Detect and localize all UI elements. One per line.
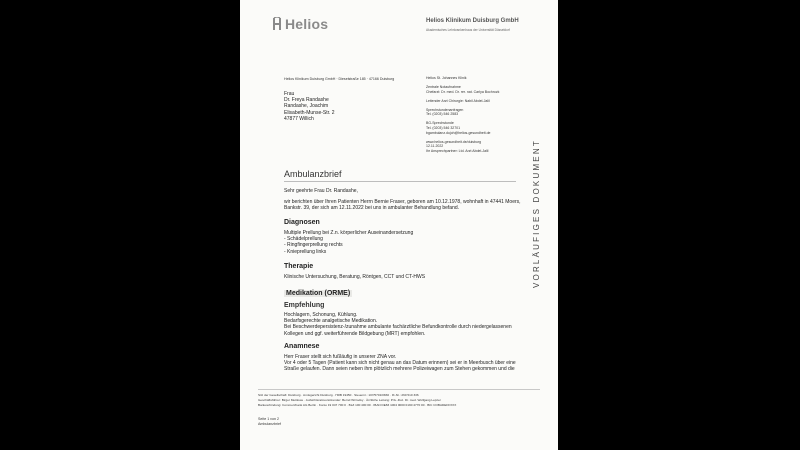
footer-line: Sitz der Gesellschaft: Duisburg · Amtsgericht Duisburg · HRB 19450 · Steuernr.: 107/5701/0830 · IK-Nr.: 260 510 336 (258, 393, 419, 397)
anamnese-text (284, 354, 516, 373)
contact-block (426, 76, 499, 153)
empfehlung-line: Hochlagern, Schonung, Kühlung. (284, 312, 358, 318)
therapie-heading: Therapie (284, 263, 314, 270)
preliminary-watermark: VORLÄUFIGES DOKUMENT (532, 139, 541, 288)
empfehlung-heading: Empfehlung (284, 302, 325, 309)
clinic-name: Helios Klinikum Duisburg GmbH (426, 18, 519, 24)
page-info (258, 417, 281, 427)
footer-divider (258, 389, 540, 390)
title-divider (284, 181, 516, 182)
contact-line: bgambulanz.dujoh@helios-gesundheit.de (426, 130, 491, 135)
diagnosen-list (284, 230, 413, 255)
recipient-line: Frau (284, 91, 295, 97)
recipient-line: 47877 Willich (284, 115, 314, 122)
contact-line: Tel. (0203) 546 32701 (426, 126, 461, 131)
sender-line: Helios Klinikum Duisburg GmbH · Dieselstraße 185 · 47166 Duisburg (284, 77, 395, 81)
contact-line: Ihr Ansprechpartner: Ltd. Arzt Abdel-Jalil (426, 148, 489, 153)
page-doc-label: Ambulanzbrief (258, 422, 281, 426)
contact-line: Zentrale Notaufnahme (426, 85, 461, 90)
page-number: Seite 1 von 2 (258, 417, 279, 421)
contact-line: www.helios-gesundheit.de/duisburg (426, 139, 482, 144)
salutation: Sehr geehrte Frau Dr. Randashe, (284, 188, 358, 194)
contact-line: Sprechstundenanfragen (426, 107, 464, 112)
contact-line: Tel. (0203) 546 2583 (426, 112, 459, 117)
helios-logo (272, 16, 328, 32)
intro-line: wir berichten über Ihren Patienten Herrn Bernie Fraser, geboren am 10.12.1978, wohnhaft in 47441 Moers, (284, 199, 521, 205)
footer-line: Bankverbindung: Commerzbank AG Berlin · Konto 19 047 700 0 · BLZ 100 400 00 · IBAN DE83 1004 0000 0190 4770 00 · BIC COBADEFFXXX (258, 402, 457, 407)
diagnosis-line: - Knieprellung links (284, 248, 327, 255)
clinic-subtitle: Akademisches Lehrkrankenhaus der Universität Düsseldorf (426, 28, 510, 32)
contact-line: Chefarzt: Dr. med. Dr. rer. nat. Carlya Bochrozk (426, 89, 500, 94)
anamnese-line: Vor 4 oder 5 Tagen (Patient kann sich nicht genau an das Datum erinnern) sei er in Meerbusch über eine (284, 360, 516, 367)
anamnese-heading: Anamnese (284, 343, 320, 350)
recipient-address (284, 91, 335, 122)
logo-text: Helios (285, 16, 329, 32)
contact-date: 12.11.2022 (426, 144, 444, 149)
contact-line: Helios St. Johannes Klinik (426, 76, 467, 80)
therapie-text: Klinische Untersuchung, Beratung, Röntgen, CCT und CT-HWS (284, 274, 426, 280)
recipient-line: Dr. Freya Randashe (284, 97, 329, 104)
medikation-heading: Medikation (ORME) (286, 290, 351, 297)
intro-paragraph (284, 199, 521, 211)
contact-line: BG-Sprechstunde (426, 121, 454, 126)
diagnosis-line: - Schädelprellung (284, 236, 323, 243)
helios-logo-icon (272, 17, 282, 31)
empfehlung-line: Bedarfsgerechte analgetische Medikation. (284, 318, 378, 325)
letter-page (240, 0, 558, 450)
recipient-line: Randashe, Joachim (284, 103, 329, 110)
anamnese-line: Herr Fraser stellt sich fußläufig in unserer ZNA vor. (284, 354, 397, 360)
recipient-line: Elisabeth-Munse-Str. 2 (284, 109, 335, 116)
empfehlung-line: Kollegen und ggf. weiterführende Bildgebung (MRT) empfohlen. (284, 330, 426, 337)
contact-line: Leitender Arzt Chirurgie: Nabil Abdel-Jalil (426, 98, 490, 103)
diagnosis-line: - Ringfingerprellung rechts (284, 242, 343, 249)
footer-legal (258, 393, 456, 407)
anamnese-line: Straße gelaufen. Dann seien neben ihm plötzlich mehrere Polizeiwagen zum Stehen gekommen und die (284, 366, 515, 373)
diagnosis-line: Multiple Prellung bei Z.n. körperlicher Auseinandersetzung (284, 230, 414, 236)
intro-line: Bankstr. 39, der sich am 12.11.2022 bei uns in ambulanter Behandlung befand. (284, 205, 460, 212)
empfehlung-line: Bei Beschwerdepersistenz-/zunahme ambulante fachärztliche Befundkontrolle durch niedergelassenen (284, 324, 512, 331)
diagnosen-heading: Diagnosen (284, 219, 320, 226)
footer-line: Geschäftsführer: Birger Mettlowe · Aufsichtsratsvorsitzender: Bernd Wirrodsy · Ärztliche Leitung: Priv.-Doz. Dr. med. Wolfgang Lepzer (258, 397, 441, 402)
document-title: Ambulanzbrief (284, 169, 342, 179)
empfehlung-text (284, 312, 512, 337)
